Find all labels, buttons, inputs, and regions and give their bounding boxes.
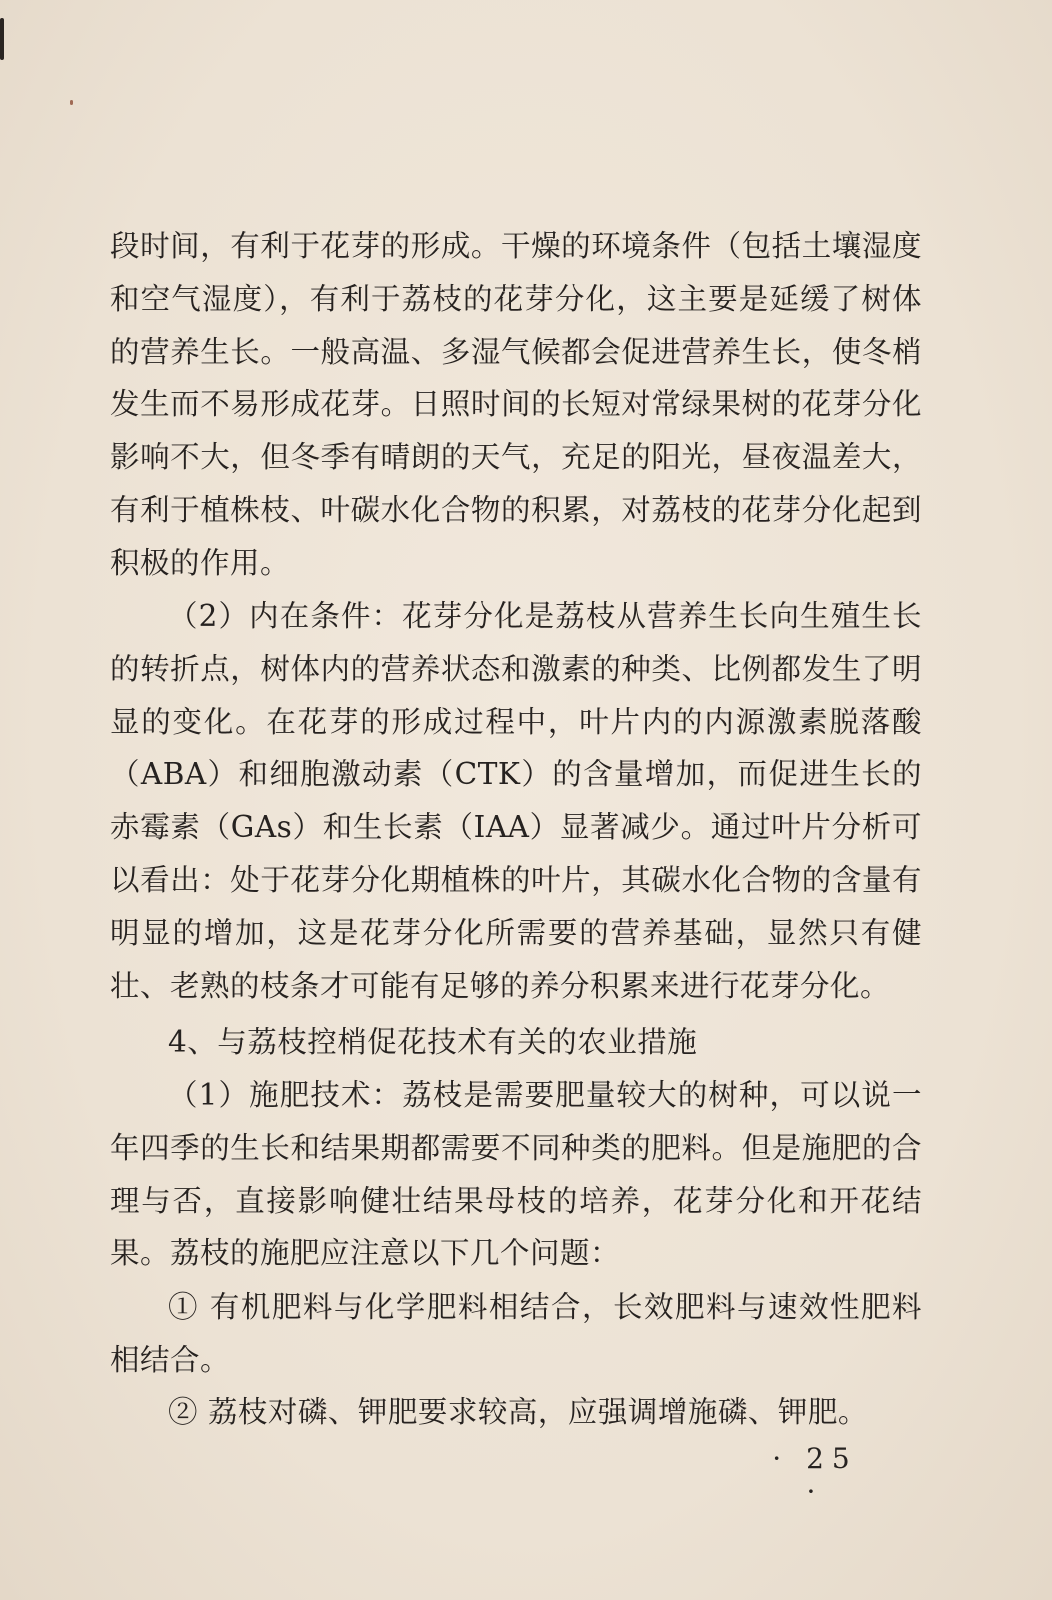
page-number: · 25 · (772, 1442, 858, 1508)
paper-speck (70, 100, 73, 105)
body-paragraph-1 (110, 220, 922, 590)
paragraph-text: （1）施肥技术：荔枝是需要肥量较大的树种，可以说一年四季的生长和结果期都需要不同种类的肥料。但是施肥的合理与否，直接影响健壮结果母枝的培养，花芽分化和开花结果。荔枝的施肥应注意以下几个问题： (110, 1078, 922, 1271)
binding-edge-mark (0, 18, 4, 60)
section-heading (110, 1016, 922, 1069)
list-item-text: ② 荔枝对磷、钾肥要求较高，应强调增施磷、钾肥。 (168, 1395, 868, 1429)
paragraph-text: （2）内在条件：花芽分化是荔枝从营养生长向生殖生长的转折点，树体内的营养状态和激素的种类、比例都发生了明显的变化。在花芽的形成过程中，叶片内的内源激素脱落酸（ABA）和细胞激动素（CTK）的含量增加，而促进生长的赤霉素（GAs）和生长素（IAA）显著减少。通过叶片分析可以看出：处于花芽分化期植株的叶片，其碳水化合物的含量有明显的增加，这是花芽分化所需要的营养基础，显然只有健壮、老熟的枝条才可能有足够的养分积累来进行花芽分化。 (110, 599, 922, 1003)
list-item-1 (110, 1281, 922, 1387)
paragraph-text: 段时间，有利于花芽的形成。干燥的环境条件（包括土壤湿度和空气湿度），有利于荔枝的花芽分化，这主要是延缓了树体的营养生长。一般高温、多湿气候都会促进营养生长，使冬梢发生而不易形成花芽。日照时间的长短对常绿果树的花芽分化影响不大，但冬季有晴朗的天气，充足的阳光，昼夜温差大，有利于植株枝、叶碳水化合物的积累，对荔枝的花芽分化起到积极的作用。 (110, 229, 922, 580)
list-item-text: ① 有机肥料与化学肥料相结合，长效肥料与速效性肥料相结合。 (110, 1290, 922, 1377)
heading-text: 4、与荔枝控梢促花技术有关的农业措施 (168, 1025, 698, 1059)
body-paragraph-2 (110, 590, 922, 1012)
list-item-2 (110, 1386, 922, 1439)
body-paragraph-3 (110, 1069, 922, 1280)
